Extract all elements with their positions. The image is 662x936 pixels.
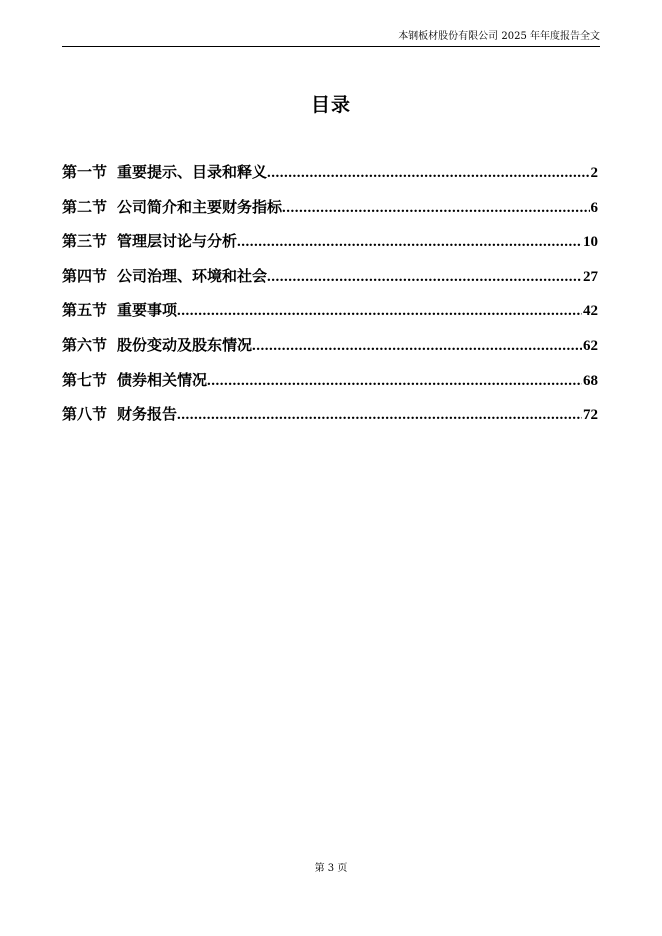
toc-entry-3[interactable] [62, 229, 598, 253]
table-of-contents [62, 160, 598, 437]
dot-leader [267, 265, 582, 289]
toc-section-title: 重要事项 [117, 301, 178, 320]
toc-page-number: 6 [590, 199, 598, 216]
toc-section-number: 第八节 [62, 405, 108, 424]
toc-entry-5[interactable] [62, 298, 598, 322]
toc-entry-8[interactable] [62, 402, 598, 426]
toc-page-number: 10 [583, 234, 598, 251]
toc-section-title: 管理层讨论与分析 [117, 232, 238, 251]
toc-title: 目录 [310, 94, 351, 116]
toc-section-number: 第七节 [62, 370, 108, 389]
toc-entry-4[interactable] [62, 264, 598, 288]
toc-section-title: 股份变动及股东情况 [117, 335, 253, 354]
toc-section-title: 债券相关情况 [117, 370, 208, 389]
toc-section-number: 第一节 [62, 163, 108, 181]
dot-leader [237, 230, 582, 254]
toc-entry-2[interactable] [62, 195, 598, 219]
dot-leader [177, 403, 582, 427]
toc-page-number: 27 [583, 268, 598, 285]
toc-section-number: 第四节 [62, 266, 108, 285]
dot-leader [252, 334, 582, 358]
toc-page-number: 62 [583, 337, 598, 354]
toc-page-number: 42 [583, 303, 598, 320]
toc-section-title: 公司治理、环境和社会 [117, 266, 268, 285]
toc-section-title: 公司简介和主要财务指标 [117, 197, 283, 216]
toc-section-number: 第二节 [62, 197, 108, 216]
toc-page-number: 2 [590, 165, 598, 181]
header-divider [62, 46, 600, 47]
toc-page-number: 72 [583, 407, 598, 424]
toc-page-number: 68 [583, 372, 598, 389]
toc-section-title: 财务报告 [117, 405, 178, 424]
toc-section-number: 第三节 [62, 232, 108, 251]
toc-entry-7[interactable] [62, 368, 598, 392]
toc-entry-1[interactable] [62, 160, 598, 184]
dot-leader [267, 161, 589, 185]
dot-leader [207, 369, 582, 393]
running-header: 本钢板材股份有限公司 2025 年年度报告全文 [398, 31, 600, 42]
toc-entry-6[interactable] [62, 333, 598, 357]
dot-leader [177, 299, 582, 323]
dot-leader [282, 196, 589, 220]
toc-section-number: 第五节 [62, 301, 108, 320]
toc-section-number: 第六节 [62, 335, 108, 354]
toc-section-title: 重要提示、目录和释义 [117, 163, 268, 181]
page-number-footer: 第 3 页 [314, 863, 348, 874]
